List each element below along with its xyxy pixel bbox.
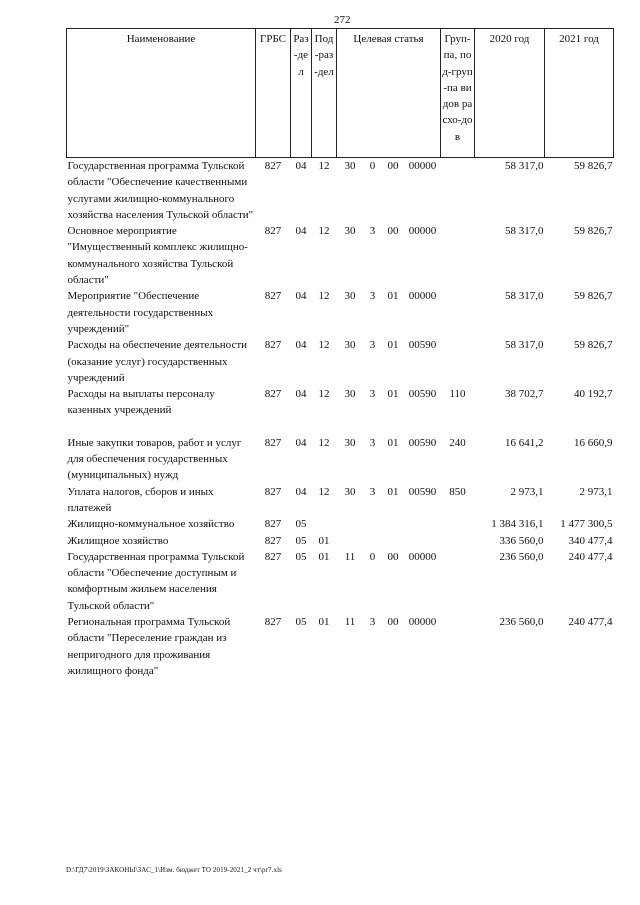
header-name: Наименование <box>67 29 256 158</box>
row-target-subprogram <box>364 516 382 532</box>
row-name: Мероприятие "Обеспечение деятельности государственных учреждений" <box>67 290 214 335</box>
row-grbs: 827 <box>264 518 282 531</box>
row-spacer <box>67 419 614 435</box>
row-amount-2020: 16 641,2 <box>505 436 544 449</box>
row-razdel: 04 <box>295 160 307 172</box>
row-target-event: 00 <box>387 616 399 629</box>
row-expense-group <box>441 223 475 288</box>
row-target-subprogram: 3 <box>369 436 376 449</box>
header-year-2021: 2021 год <box>545 29 614 158</box>
row-expense-group <box>441 288 475 337</box>
row-target-event <box>382 533 405 549</box>
row-target-direction: 00590 <box>408 388 437 401</box>
row-podrazdel <box>312 516 337 532</box>
header-row <box>67 29 614 158</box>
row-target-subprogram: 3 <box>369 388 376 401</box>
row-amount-2020: 58 317,0 <box>505 339 544 352</box>
row-target-direction: 00000 <box>408 160 437 172</box>
table-row <box>67 614 614 679</box>
row-target-direction: 00000 <box>408 290 437 303</box>
row-grbs: 827 <box>264 160 282 172</box>
row-target-direction: 00590 <box>408 485 437 498</box>
row-amount-2021: 59 826,7 <box>574 160 613 172</box>
row-target-event: 01 <box>387 388 399 401</box>
row-target-program: 30 <box>344 436 356 449</box>
row-target-program: 30 <box>344 388 356 401</box>
row-name: Государственная программа Тульской области "Обеспечение качественными услугами жилищно-коммунального хозяйства населения Тульской области" <box>67 160 254 221</box>
row-amount-2021: 340 477,4 <box>568 534 613 547</box>
row-amount-2021: 16 660,9 <box>574 436 613 449</box>
row-razdel: 04 <box>295 436 307 449</box>
row-target-program: 30 <box>344 290 356 303</box>
row-podrazdel: 12 <box>318 436 330 449</box>
row-razdel: 04 <box>295 290 307 303</box>
footer-file-path: D:\ГД7\2019\ЗАКОНЫ\ЗАС_1\Изм. бюджет ТО 2019-2021_2 чт\pr7.xls <box>66 866 282 874</box>
row-target-subprogram: 3 <box>369 290 376 303</box>
row-amount-2020: 236 560,0 <box>499 616 544 629</box>
table-row <box>67 435 614 484</box>
row-razdel: 04 <box>295 485 307 498</box>
row-target-subprogram: 3 <box>369 616 376 629</box>
row-target-event: 01 <box>387 436 399 449</box>
row-target-subprogram: 0 <box>369 550 376 563</box>
row-razdel: 05 <box>295 616 307 629</box>
header-target-article: Целевая статья <box>337 29 441 158</box>
table-row <box>67 484 614 517</box>
row-target-event: 01 <box>387 339 399 352</box>
row-podrazdel: 12 <box>318 290 330 303</box>
row-target-direction: 00000 <box>408 225 437 238</box>
row-expense-group: 240 <box>449 436 466 449</box>
row-amount-2021: 59 826,7 <box>574 225 613 238</box>
row-target-direction: 00000 <box>408 616 437 629</box>
row-target-subprogram: 3 <box>369 339 376 352</box>
row-podrazdel: 12 <box>318 225 330 238</box>
row-razdel: 05 <box>295 550 307 563</box>
header-expense-group: Груп-па, под-груп-па видов расхо-дов <box>441 29 475 158</box>
row-grbs: 827 <box>264 290 282 303</box>
row-target-event: 00 <box>387 550 399 563</box>
row-amount-2020: 2 973,1 <box>510 485 544 498</box>
row-target-direction: 00000 <box>408 550 437 563</box>
row-target-program: 30 <box>344 485 356 498</box>
row-razdel: 05 <box>295 518 307 531</box>
row-expense-group <box>441 516 475 532</box>
header-podrazdel: Под-раз-дел <box>312 29 337 158</box>
row-grbs: 827 <box>264 388 282 401</box>
row-target-subprogram <box>364 533 382 549</box>
row-grbs: 827 <box>264 436 282 449</box>
row-name: Государственная программа Тульской области "Обеспечение доступным и комфортным жильем населения Тульской области" <box>67 550 245 612</box>
table-row <box>67 386 614 419</box>
row-amount-2021: 240 477,4 <box>568 616 613 629</box>
row-amount-2020: 58 317,0 <box>505 160 544 172</box>
row-amount-2020: 236 560,0 <box>499 550 544 563</box>
row-target-program: 11 <box>344 550 356 563</box>
row-target-event: 01 <box>387 290 399 303</box>
row-podrazdel: 01 <box>318 534 330 547</box>
table-row <box>67 533 614 549</box>
table-row <box>67 223 614 288</box>
row-amount-2021: 59 826,7 <box>574 339 613 352</box>
row-target-subprogram: 3 <box>369 485 376 498</box>
row-target-program: 30 <box>344 339 356 352</box>
header-razdel: Раз-дел <box>291 29 312 158</box>
row-expense-group <box>441 158 475 224</box>
row-amount-2021: 240 477,4 <box>568 550 613 563</box>
row-target-direction <box>405 516 441 532</box>
row-target-program: 11 <box>344 616 356 629</box>
row-amount-2021: 59 826,7 <box>574 290 613 303</box>
row-grbs: 827 <box>264 550 282 563</box>
row-amount-2020: 1 384 316,1 <box>491 518 544 531</box>
row-amount-2020: 336 560,0 <box>499 534 544 547</box>
row-spacer-cell <box>67 419 614 435</box>
row-target-event: 00 <box>387 160 399 172</box>
row-name: Иные закупки товаров, работ и услуг для обеспечения государственных (муниципальных) нужд <box>67 436 242 482</box>
row-grbs: 827 <box>264 339 282 352</box>
row-target-direction <box>405 533 441 549</box>
row-expense-group <box>441 549 475 614</box>
row-target-program: 30 <box>344 225 356 238</box>
row-podrazdel: 01 <box>318 550 330 563</box>
row-target-program: 30 <box>344 160 356 172</box>
row-podrazdel: 12 <box>318 388 330 401</box>
row-amount-2020: 58 317,0 <box>505 225 544 238</box>
row-name: Основное мероприятие "Имущественный комплекс жилищно-коммунального хозяйства Тульской области" <box>67 225 248 287</box>
row-expense-group <box>441 337 475 386</box>
row-name: Расходы на обеспечение деятельности (оказание услуг) государственных учреждений <box>67 339 248 384</box>
table-row <box>67 288 614 337</box>
row-amount-2020: 58 317,0 <box>505 290 544 303</box>
row-target-subprogram: 0 <box>369 160 376 172</box>
row-name: Жилищное хозяйство <box>67 534 169 547</box>
row-target-event: 01 <box>387 485 399 498</box>
table-row <box>67 158 614 224</box>
row-podrazdel: 12 <box>318 160 330 172</box>
row-amount-2020: 38 702,7 <box>505 388 544 401</box>
row-name: Региональная программа Тульской области "Переселение граждан из непригодного для проживания жилищного фонда" <box>67 616 231 677</box>
row-target-program <box>337 533 364 549</box>
row-amount-2021: 1 477 300,5 <box>560 518 613 531</box>
row-grbs: 827 <box>264 616 282 629</box>
row-podrazdel: 12 <box>318 339 330 352</box>
row-grbs: 827 <box>264 225 282 238</box>
header-year-2020: 2020 год <box>475 29 545 158</box>
header-grbs: ГРБС <box>256 29 291 158</box>
row-name: Уплата налогов, сборов и иных платежей <box>67 485 214 514</box>
row-podrazdel: 12 <box>318 485 330 498</box>
row-name: Расходы на выплаты персоналу казенных учреждений <box>67 388 215 417</box>
row-amount-2021: 40 192,7 <box>574 388 613 401</box>
row-razdel: 04 <box>295 225 307 238</box>
table-row <box>67 337 614 386</box>
table-row <box>67 516 614 532</box>
row-expense-group <box>441 533 475 549</box>
row-target-subprogram: 3 <box>369 225 376 238</box>
row-target-direction: 00590 <box>408 339 437 352</box>
row-target-direction: 00590 <box>408 436 437 449</box>
page-number: 272 <box>334 14 351 26</box>
budget-table <box>66 28 614 679</box>
row-target-event: 00 <box>387 225 399 238</box>
row-name: Жилищно-коммунальное хозяйство <box>67 518 235 531</box>
row-razdel: 05 <box>295 534 307 547</box>
row-target-event <box>382 516 405 532</box>
row-razdel: 04 <box>295 388 307 401</box>
row-expense-group: 110 <box>449 388 466 401</box>
row-podrazdel: 01 <box>318 616 330 629</box>
row-grbs: 827 <box>264 485 282 498</box>
table-body <box>67 158 614 680</box>
row-expense-group <box>441 614 475 679</box>
row-target-program <box>337 516 364 532</box>
row-razdel: 04 <box>295 339 307 352</box>
row-expense-group: 850 <box>449 485 466 498</box>
table-row <box>67 549 614 614</box>
row-amount-2021: 2 973,1 <box>579 485 613 498</box>
row-grbs: 827 <box>264 534 282 547</box>
